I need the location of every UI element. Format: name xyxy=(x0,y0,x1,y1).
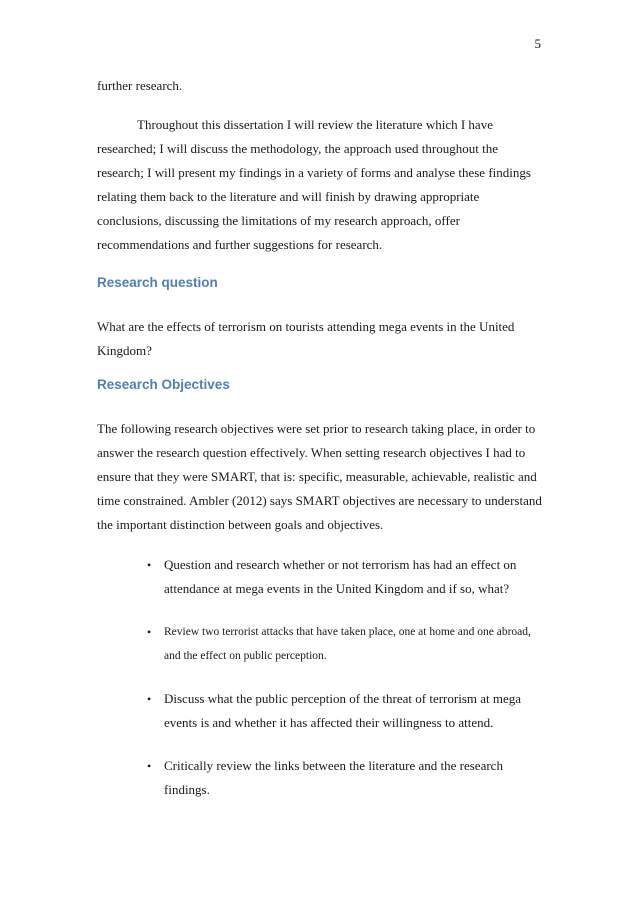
overview-paragraph: Throughout this dissertation I will review the literature which I have researched; I will discuss the methodology, the approach used throughout the research; I will present my findings in a variety of forms and analyse these findings relating them back to the literature and will finish by drawing appropriate conclusions, discussing the limitations of my research approach, offer recommendations and further suggestions for research. xyxy=(97,117,531,252)
list-item xyxy=(147,620,547,668)
list-item xyxy=(147,687,547,735)
objective-text: Discuss what the public perception of the threat of terrorism at mega events is and whether it has affected their willingness to attend. xyxy=(164,691,522,730)
continuation-paragraph: further research. xyxy=(97,78,183,93)
objective-text: Critically review the links between the literature and the research findings. xyxy=(164,758,503,797)
bullet-icon: • xyxy=(147,692,152,706)
objective-text: Review two terrorist attacks that have taken place, one at home and one abroad, and the effect on public perception. xyxy=(164,626,531,662)
list-item xyxy=(147,754,547,802)
research-objectives-heading: Research Objectives xyxy=(97,377,230,392)
bullet-icon: • xyxy=(147,558,152,572)
bullet-icon: • xyxy=(147,625,152,639)
research-question-heading: Research question xyxy=(97,275,218,290)
research-question-text: What are the effects of terrorism on tourists attending mega events in the United Kingdom? xyxy=(97,319,515,358)
research-objectives-intro: The following research objectives were set prior to research taking place, in order to answer the research question effectively. When setting research objectives I had to ensure that they were SMART, that is: specific, measurable, achievable, realistic and time constrained. Ambler (2012) says SMART objectives are necessary to understand the important distinction between goals and objectives. xyxy=(97,421,542,532)
document-body xyxy=(97,74,547,821)
objectives-list xyxy=(97,553,547,802)
objective-text: Question and research whether or not terrorism has had an effect on attendance at mega events in the United Kingdom and if so, what? xyxy=(164,557,517,596)
list-item xyxy=(147,553,547,601)
bullet-icon: • xyxy=(147,759,152,773)
page-number: 5 xyxy=(534,36,541,51)
